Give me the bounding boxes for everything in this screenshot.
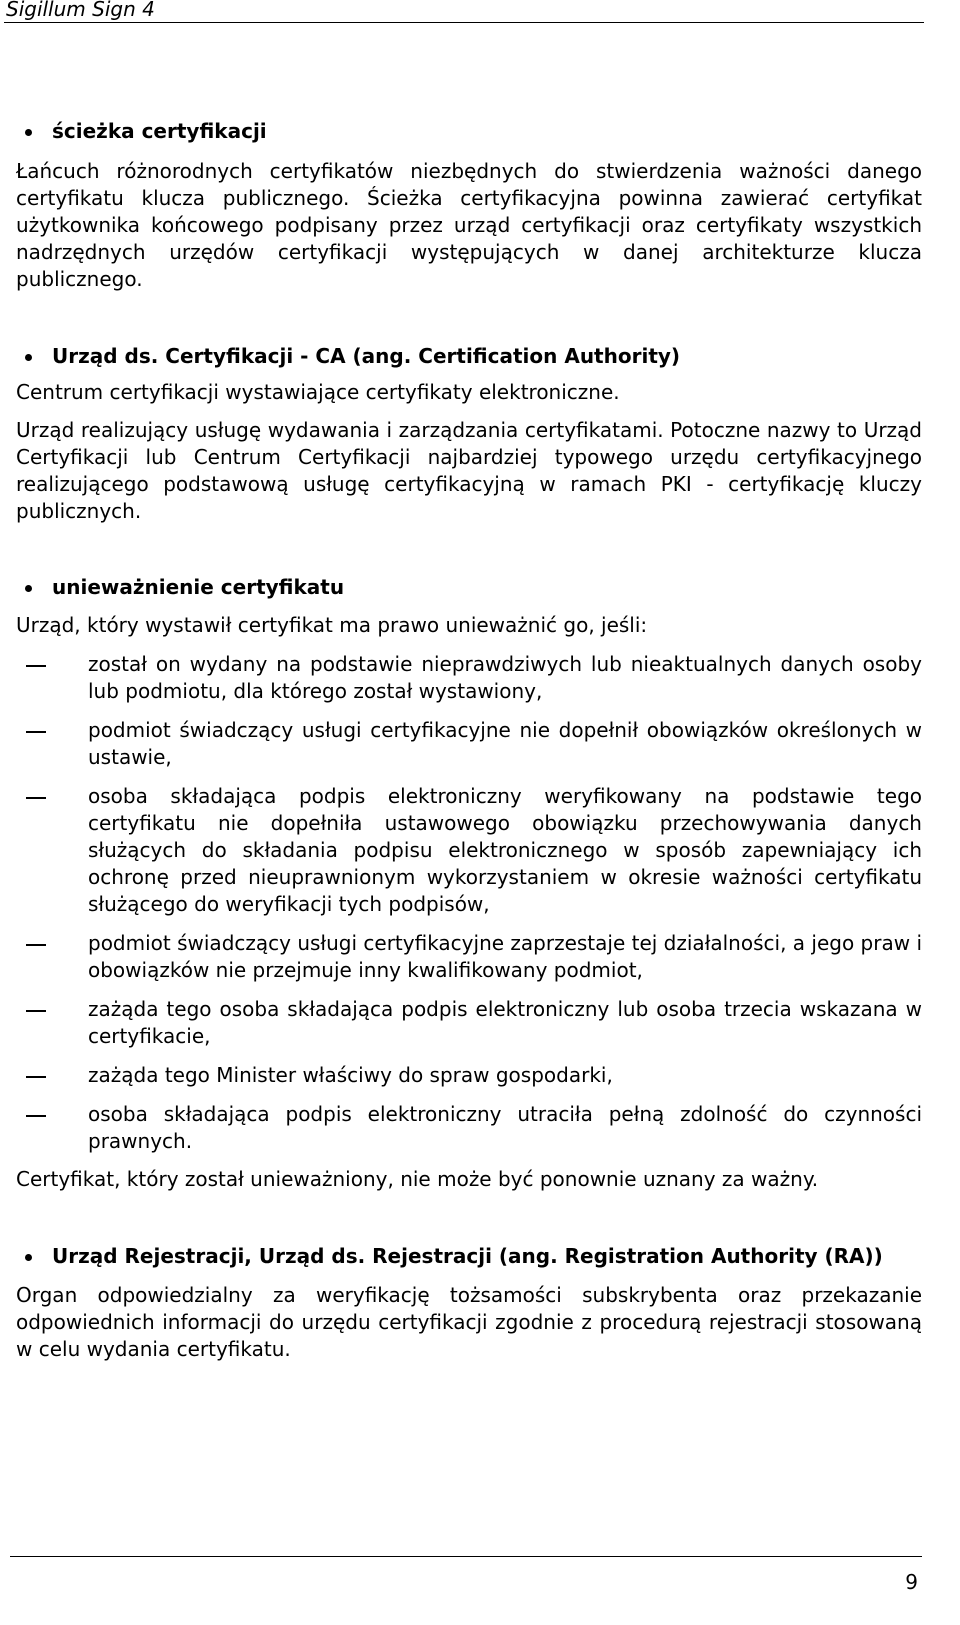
dash-icon [26,731,46,733]
list-item: zażąda tego osoba składająca podpis elektroniczny lub osoba trzecia wskazana w certyfikacie, [16,996,922,1050]
heading-text: Urząd ds. Certyfikacji - CA (ang. Certification Authority) [52,344,681,368]
heading-text: unieważnienie certyfikatu [52,575,345,599]
dash-icon [26,797,46,799]
section-revocation [16,574,922,1193]
list-item: został on wydany na podstawie nieprawdziwych lub nieaktualnych danych osoby lub podmiotu, dla którego został wystawiony, [16,651,922,705]
list-item: podmiot świadczący usługi certyfikacyjne zaprzestaje tej działalności, a jego praw i obowiązków nie przejmuje inny kwalifikowany podmiot, [16,930,922,984]
dash-icon [26,944,46,946]
heading-text: Urząd Rejestracji, Urząd ds. Rejestracji (ang. Registration Authority (RA)) [52,1244,883,1268]
list-item: podmiot świadczący usługi certyfikacyjne nie dopełnił obowiązków określonych w ustawie, [16,717,922,771]
section-heading [16,574,922,601]
section-heading [16,118,922,145]
page-header [4,0,924,23]
document-body [16,118,922,1363]
paragraph: Urząd realizujący usługę wydawania i zarządzania certyfikatami. Potoczne nazwy to Urząd Certyfikacji lub Centrum Certyfikacji najbardziej typowego urzędu certyfikacyjnego realizującego podstawową usługę certyfikacyjną w ramach PKI - certyfikację kluczy publicznych. [16,418,922,523]
section-certification-path [16,118,922,293]
bullet-icon [25,354,32,361]
list-item: osoba składająca podpis elektroniczny utraciła pełną zdolność do czynności prawnych. [16,1101,922,1155]
section-ca [16,343,922,525]
closing-paragraph: Certyfikat, który został unieważniony, nie może być ponownie uznany za ważny. [16,1167,819,1191]
paragraph: Łańcuch różnorodnych certyfikatów niezbędnych do stwierdzenia ważności danego certyfikatu klucza publicznego. Ścieżka certyfikacyjna powinna zawierać certyfikat użytkownika końcowego podpisany przez urząd certyfikacji oraz certyfikaty wszystkich nadrzędnych urzędów certyfikacji występujących w danej architekturze klucza publicznego. [16,159,922,291]
paragraph: Organ odpowiedzialny za weryfikację tożsamości subskrybenta oraz przekazanie odpowiednich informacji do urzędu certyfikacji zgodnie z procedurą rejestracji stosowaną w celu wydania certyfikatu. [16,1283,922,1361]
header-title: Sigillum Sign 4 [6,0,155,21]
page-number: 9 [905,1570,918,1594]
heading-text: ścieżka certyfikacji [52,119,267,143]
bullet-icon [25,585,32,592]
dash-icon [26,665,46,667]
dash-icon [26,1076,46,1078]
dash-icon [26,1010,46,1012]
list-item: osoba składająca podpis elektroniczny weryfikowany na podstawie tego certyfikatu nie dopełniła ustawowego obowiązku przechowywania danych służących do składania podpisu elektronicznego w sposób zapewniający ich ochronę przed nieuprawnionym wykorzystaniem w okresie ważności certyfikatu służącego do weryfikacji tych podpisów, [16,783,922,918]
paragraph: Centrum certyfikacji wystawiające certyfikaty elektroniczne. [16,380,620,404]
list-item: zażąda tego Minister właściwy do spraw gospodarki, [16,1062,922,1089]
bullet-icon [25,1254,32,1261]
section-ra [16,1243,922,1363]
bullet-icon [25,129,32,136]
intro-paragraph: Urząd, który wystawił certyfikat ma prawo unieważnić go, jeśli: [16,613,648,637]
dash-icon [26,1115,46,1117]
section-heading [16,343,922,370]
footer-divider [10,1556,922,1557]
section-heading [16,1243,922,1270]
